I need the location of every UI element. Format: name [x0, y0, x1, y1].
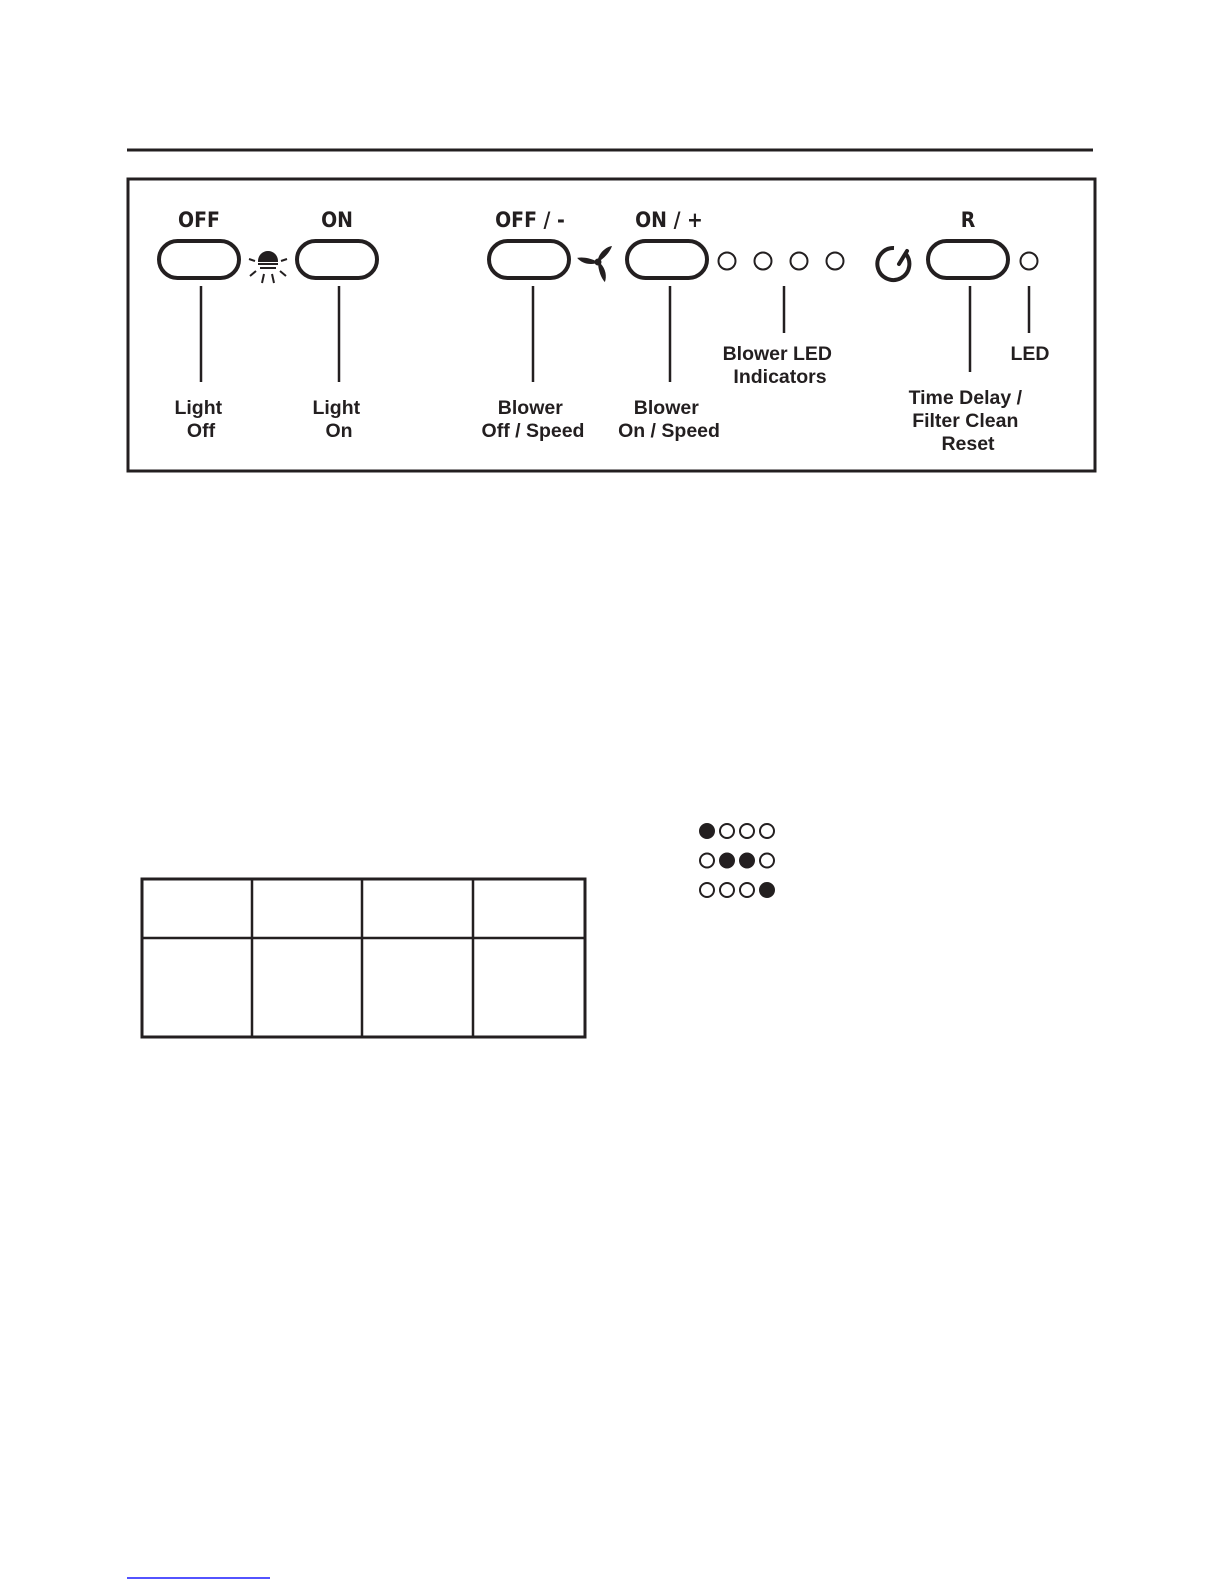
speed-dot-1-1 — [700, 824, 714, 838]
light-bulb-icon — [249, 252, 287, 283]
filter-led — [1021, 253, 1038, 270]
blower-on-label: Blower On / Speed — [618, 397, 720, 442]
blower-led-label: Blower LED Indicators — [722, 343, 833, 388]
speed-dot-1-2 — [720, 824, 734, 838]
blower-led-2 — [755, 253, 772, 270]
light-off-key-caption: OFF — [178, 208, 220, 232]
speed-dot-1-4 — [760, 824, 774, 838]
speed-table-border — [142, 879, 585, 1037]
speed-dot-2-3 — [740, 854, 754, 868]
blower-on-button[interactable] — [627, 241, 707, 278]
speed-dot-1-3 — [740, 824, 754, 838]
speed-dot-2-1 — [700, 854, 714, 868]
reset-key-caption: R — [960, 208, 976, 232]
speed-indicator-patterns — [700, 824, 774, 897]
blower-led-3 — [791, 253, 808, 270]
light-on-key-caption: ON — [321, 208, 353, 232]
led-label: LED — [1010, 343, 1050, 365]
light-off-button[interactable] — [159, 241, 239, 278]
blower-off-label: Blower Off / Speed — [481, 397, 585, 442]
speed-dot-3-2 — [720, 883, 734, 897]
speed-dot-2-4 — [760, 854, 774, 868]
blower-on-key-caption: ON / + — [635, 208, 703, 232]
reset-label: Time Delay / Filter Clean Reset — [908, 387, 1023, 455]
blower-off-button[interactable] — [489, 241, 569, 278]
light-on-label: Light On — [312, 397, 361, 442]
timer-icon — [877, 248, 909, 280]
blower-led-1 — [719, 253, 736, 270]
leader-lines — [201, 286, 1029, 382]
speed-table — [142, 879, 585, 1037]
blower-off-key-caption: OFF / - — [495, 208, 565, 232]
speed-dot-3-1 — [700, 883, 714, 897]
blower-led-4 — [827, 253, 844, 270]
speed-dot-3-4 — [760, 883, 774, 897]
light-off-label: Light Off — [174, 397, 223, 442]
reset-button[interactable] — [928, 241, 1008, 278]
fan-icon — [577, 246, 612, 282]
speed-dot-2-2 — [720, 854, 734, 868]
light-on-button[interactable] — [297, 241, 377, 278]
speed-dot-3-3 — [740, 883, 754, 897]
